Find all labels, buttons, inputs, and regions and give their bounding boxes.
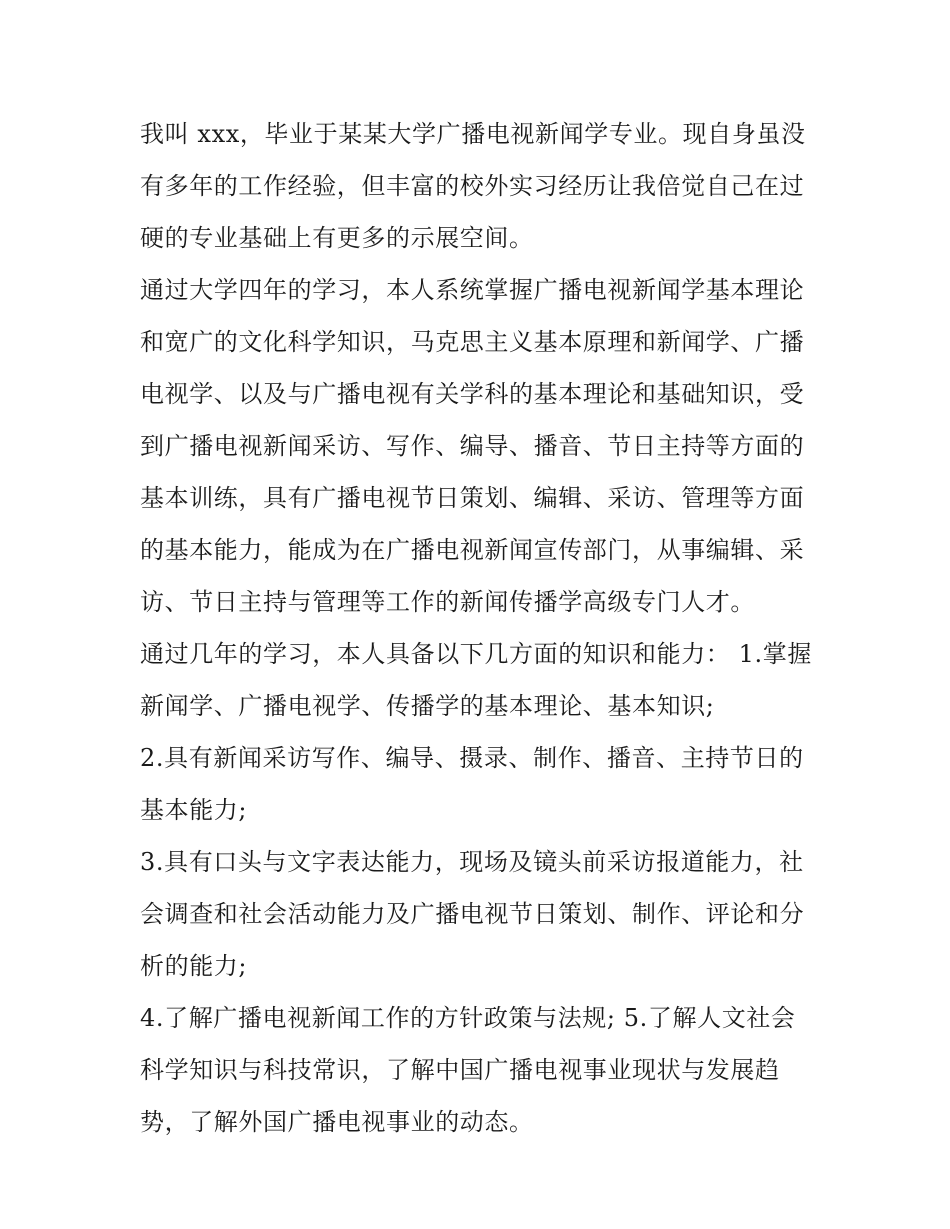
paragraph-abilities-3: 3.具有口头与文字表达能力，现场及镜头前采访报道能力，社会调查和社会活动能力及广播电视节日策划、制作、评论和分析的能力; bbox=[140, 848, 805, 980]
paragraph-abilities-2: 2.具有新闻采访写作、编导、摄录、制作、播音、主持节日的基本能力; bbox=[140, 744, 804, 824]
paragraph-abilities-4-5: 4.了解广播电视新闻工作的方针政策与法规; 5.了解人文社会科学知识与科技常识，了解中国广播电视事业现状与发展趋势，了解外国广播电视事业的动态。 bbox=[140, 1004, 796, 1136]
paragraph-study-summary: 通过大学四年的学习，本人系统掌握广播电视新闻学基本理论和宽广的文化科学知识，马克思主义基本原理和新闻学、广播电视学、以及与广播电视有关学科的基本理论和基础知识，受到广播电视新闻采访、写作、编导、播音、节日主持等方面的基本训练，具有广播电视节日策划、编辑、采访、管理等方面的基本能力，能成为在广播电视新闻宣传部门，从事编辑、采访、节日主持与管理等工作的新闻传播学高级专门人才。 bbox=[140, 276, 805, 616]
paragraph-abilities-1: 通过几年的学习，本人具备以下几方面的知识和能力： 1.掌握新闻学、广播电视学、传播学的基本理论、基本知识; bbox=[140, 640, 812, 720]
paragraph-intro: 我叫 xxx，毕业于某某大学广播电视新闻学专业。现自身虽没有多年的工作经验，但丰富的校外实习经历让我倍觉自己在过硬的专业基础上有更多的示展空间。 bbox=[140, 120, 806, 252]
document-body bbox=[140, 108, 812, 1148]
